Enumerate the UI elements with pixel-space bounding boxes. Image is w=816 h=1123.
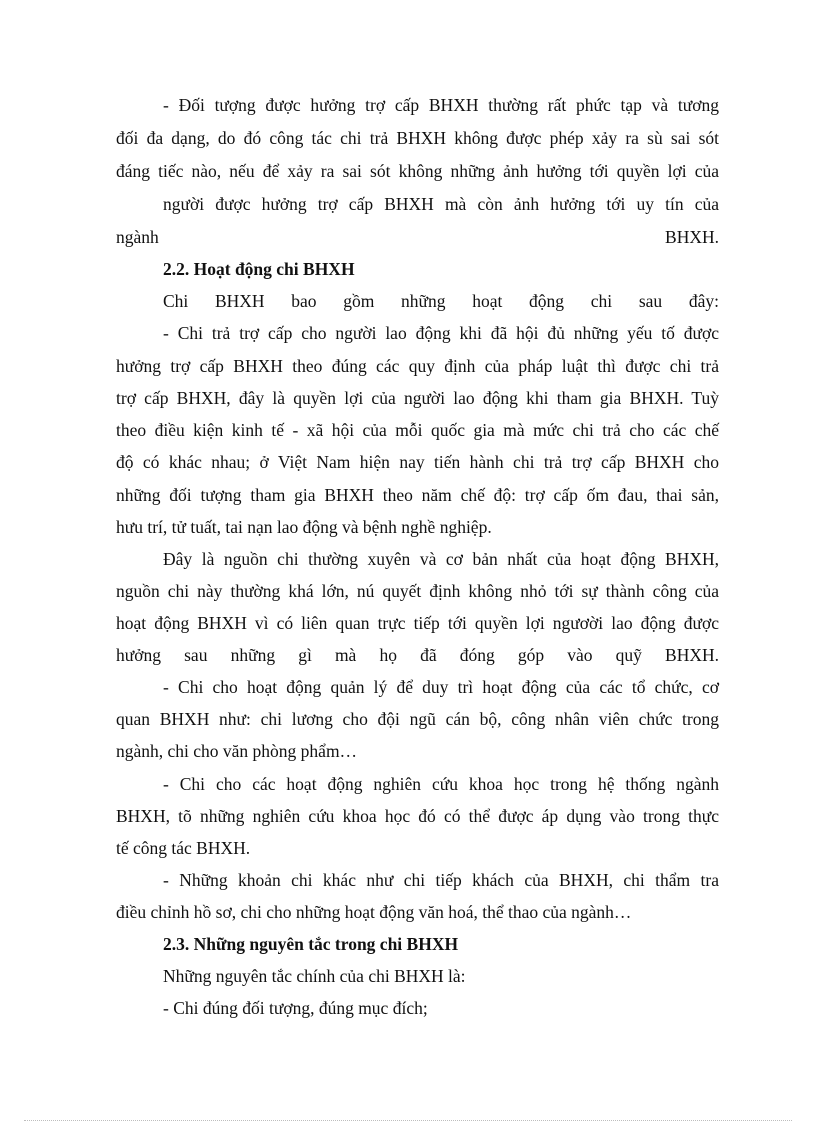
paragraph-line: người được hưởng trợ cấp BHXH mà còn ảnh hưởng tới uy tín của [163,194,719,214]
paragraph-line: nguồn chi này thường khá lớn, nú quyết định không nhỏ tới sự thành công của [116,581,719,601]
paragraph-line: đáng tiếc nào, nếu để xảy ra sai sót không những ảnh hưởng tới quyền lợi của [116,161,719,181]
paragraph-line: ngành, chi cho văn phòng phẩm… [116,741,358,761]
paragraph-line: hưu trí, tử tuất, tai nạn lao động và bệnh nghề nghiệp. [116,517,492,537]
paragraph-line: đối đa dạng, do đó công tác chi trả BHXH không được phép xảy ra sù sai sót [116,128,719,148]
paragraph-line: những đối tượng tham gia BHXH theo năm chế độ: trợ cấp ốm đau, thai sản, [116,485,719,505]
paragraph-line: tế công tác BHXH. [116,838,251,858]
paragraph-line [116,225,719,249]
paragraph-line: trợ cấp BHXH, đây là quyền lợi của người lao động khi tham gia BHXH. Tuỳ [116,388,719,408]
paragraph-line: BHXH, tõ những nghiên cứu khoa học đó có thể được áp dụng vào trong thực [116,806,719,826]
paragraph-line: Chi BHXH bao gồm những hoạt động chi sau đây: [163,291,719,311]
paragraph-line: - Chi trả trợ cấp cho người lao động khi đã hội đủ những yếu tố được [163,323,719,343]
paragraph-line: - Đối tượng được hưởng trợ cấp BHXH thường rất phức tạp và tương [163,95,719,115]
line-end-word: BHXH. [665,227,719,247]
paragraph-line: quan BHXH như: chi lương cho đội ngũ cán bộ, công nhân viên chức trong [116,709,719,729]
paragraph-line: Những nguyên tắc chính của chi BHXH là: [163,966,466,986]
page-bottom-divider [24,1120,792,1121]
paragraph-line: hưởng sau những gì mà họ đã đóng góp vào quỹ BHXH. [116,645,719,665]
paragraph-line: - Chi đúng đối tượng, đúng mục đích; [163,998,428,1018]
section-heading: 2.2. Hoạt động chi BHXH [163,259,355,279]
paragraph-line: điều chỉnh hồ sơ, chi cho những hoạt động văn hoá, thể thao của ngành… [116,902,632,922]
line-start-word: ngành [116,227,159,247]
paragraph-line: - Chi cho các hoạt động nghiên cứu khoa học trong hệ thống ngành [163,774,719,794]
paragraph-line: - Những khoản chi khác như chi tiếp khách của BHXH, chi thẩm tra [163,870,719,890]
paragraph-line: hưởng trợ cấp BHXH theo đúng các quy định của pháp luật thì được chi trả [116,356,719,376]
paragraph-line: - Chi cho hoạt động quản lý để duy trì hoạt động của các tổ chức, cơ [163,677,719,697]
paragraph-line: theo điều kiện kinh tế - xã hội của mỗi quốc gia mà mức chi trả cho các chế [116,420,719,440]
paragraph-line: độ có khác nhau; ở Việt Nam hiện nay tiến hành chi trả trợ cấp BHXH cho [116,452,719,472]
paragraph-line: hoạt động BHXH vì có liên quan trực tiếp tới quyền lợi ngươời lao động được [116,613,719,633]
paragraph-line: Đây là nguồn chi thường xuyên và cơ bản nhất của hoạt động BHXH, [163,549,719,569]
section-heading: 2.3. Những nguyên tắc trong chi BHXH [163,934,459,954]
